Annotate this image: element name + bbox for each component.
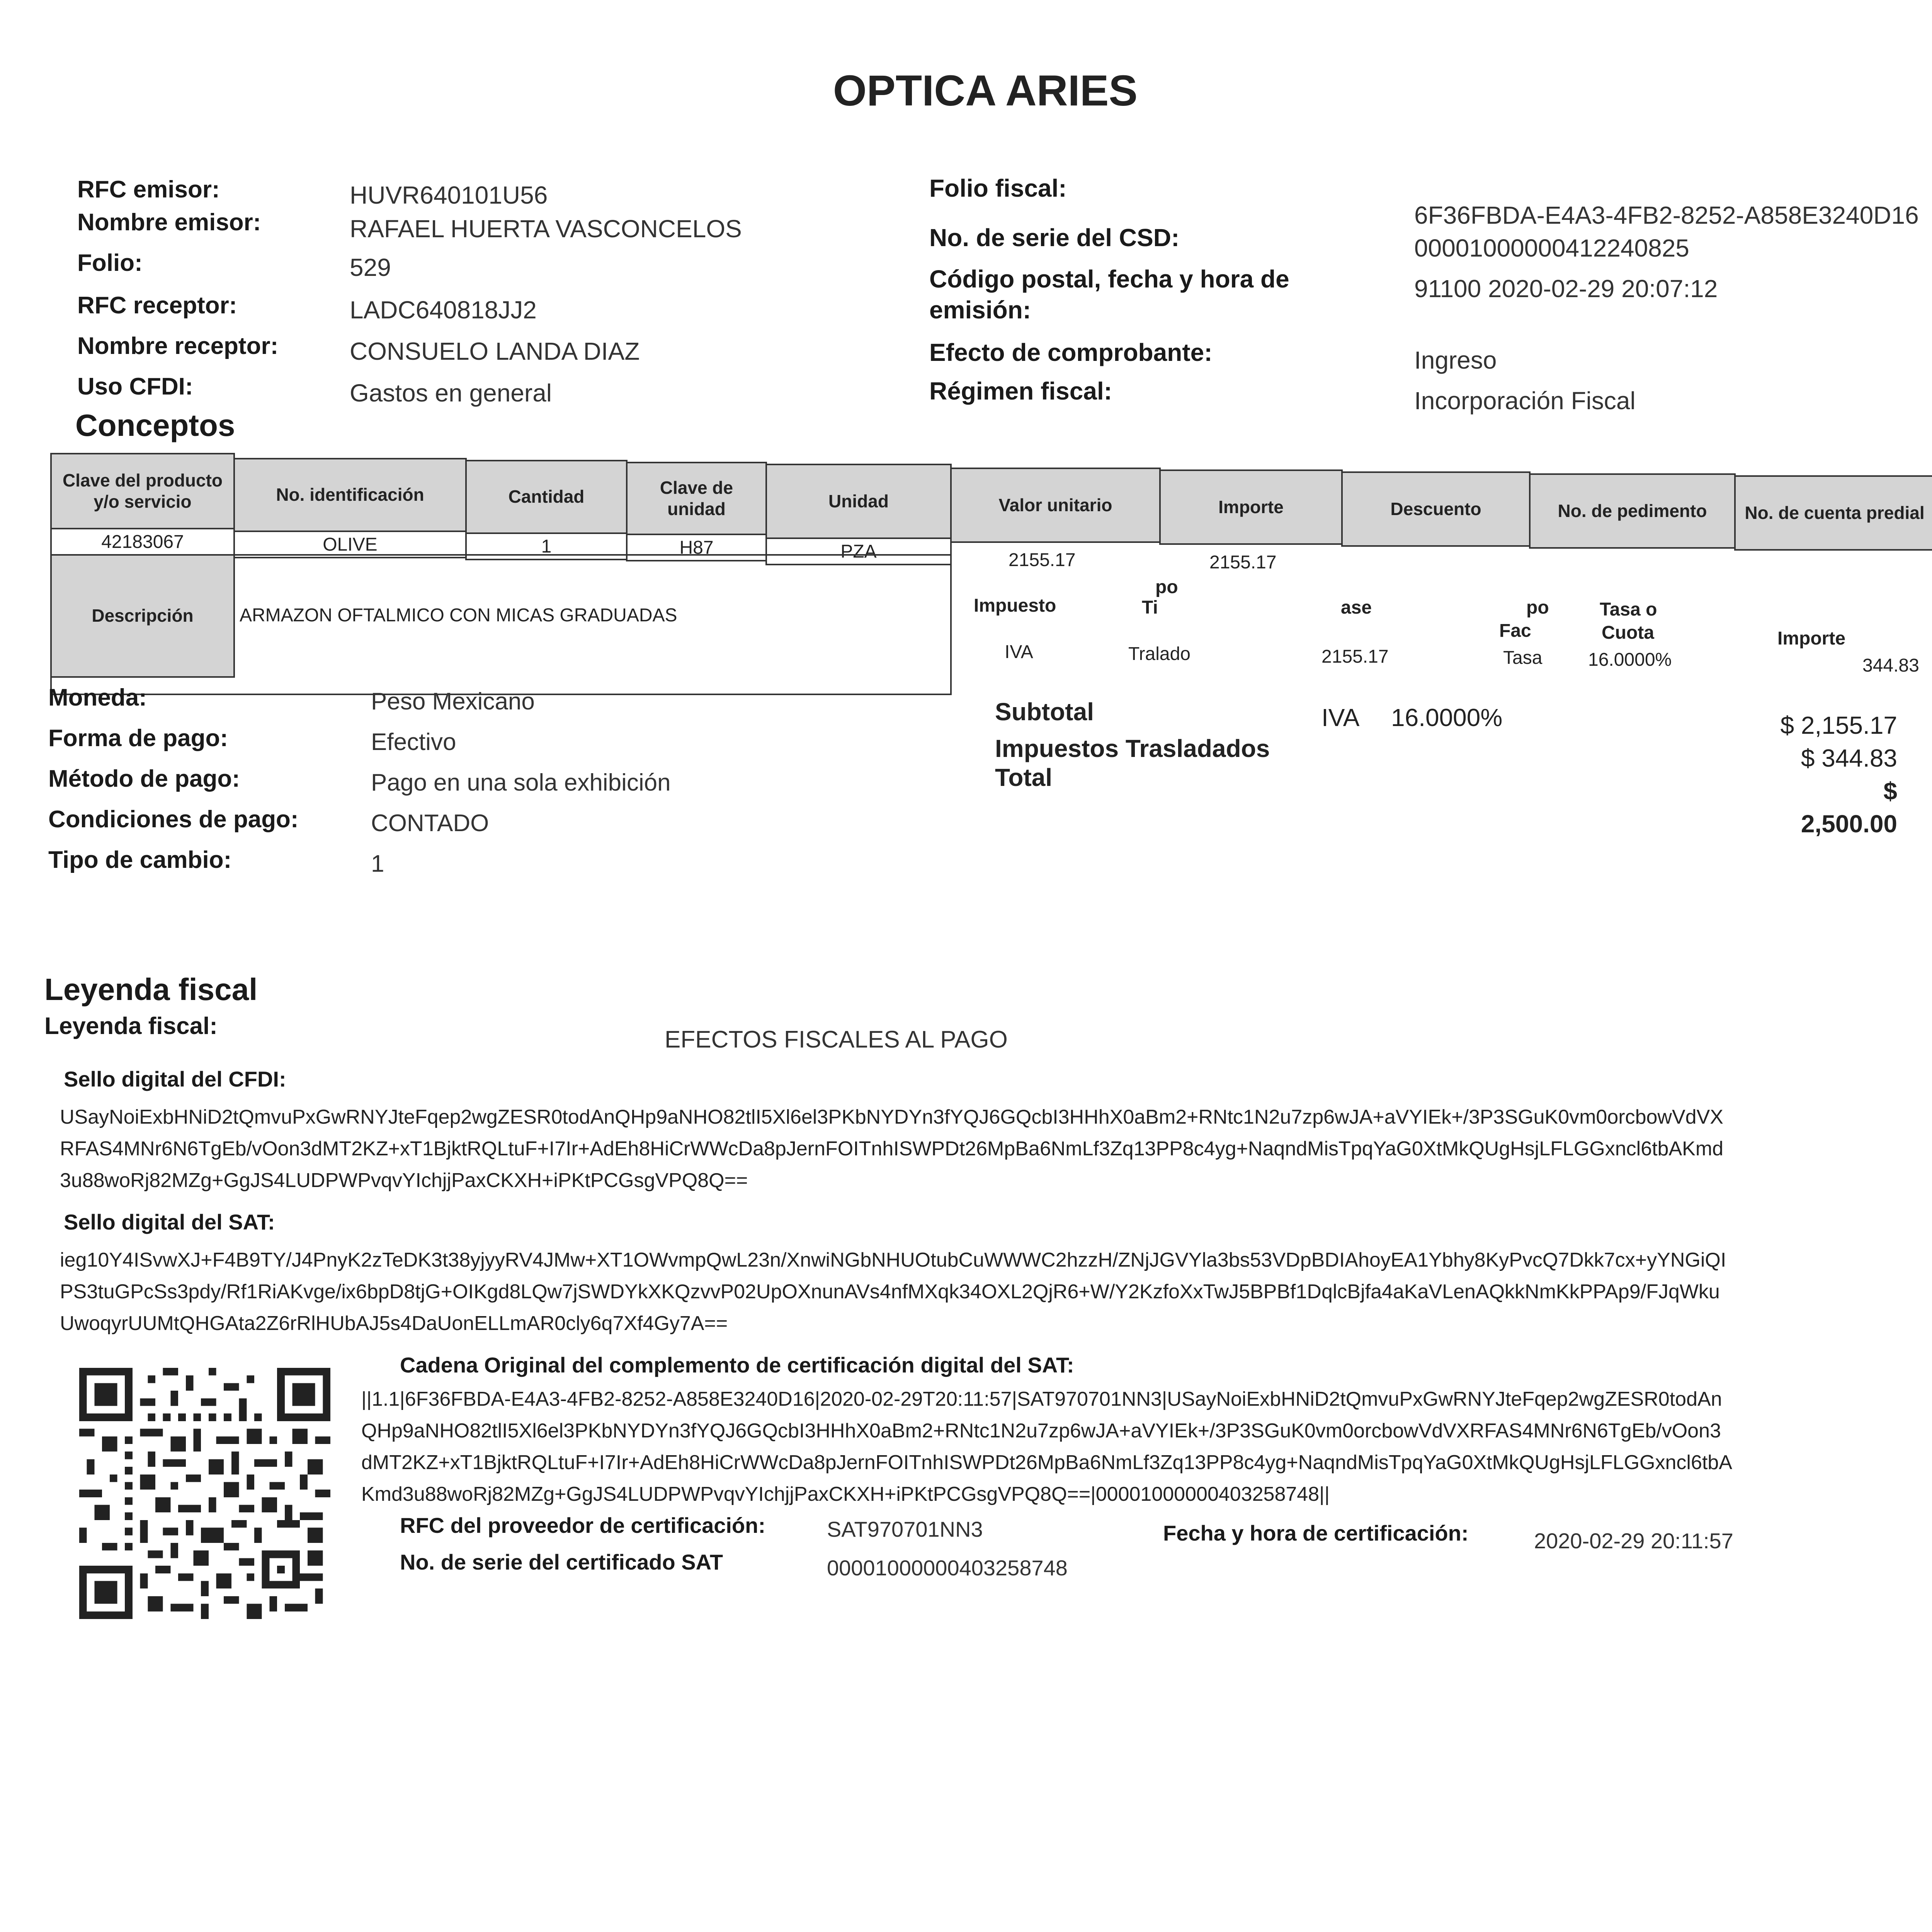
cp-fecha-value: 91100 2020-02-29 20:07:12 [1414, 275, 1718, 303]
serie-certificado-label: No. de serie del certificado SAT [400, 1550, 723, 1574]
folio-label: Folio: [77, 250, 143, 276]
fecha-certificacion-value: 2020-02-29 20:11:57 [1534, 1529, 1733, 1553]
cp-fecha-label: Código postal, fecha y hora de [929, 265, 1289, 293]
imp-tipo-label-1: po [1155, 577, 1178, 597]
uso-cfdi-value: Gastos en general [350, 379, 552, 407]
imp-base-label: ase [1341, 597, 1372, 618]
cp-fecha-label-2: emisión: [929, 296, 1031, 324]
td-cantidad: 1 [465, 532, 628, 560]
th-clave-unidad-line1: Clave de [660, 477, 733, 498]
td-importe: 2155.17 [1209, 552, 1277, 573]
imp-importe-value: 344.83 [1862, 655, 1919, 676]
serie-csd-label: No. de serie del CSD: [929, 224, 1180, 252]
rfc-receptor-label: RFC receptor: [77, 292, 237, 319]
th-no-identificacion: No. identificación [233, 458, 467, 532]
th-valor-unitario: Valor unitario [950, 468, 1161, 543]
imp-tasa-label-2: Cuota [1602, 622, 1654, 643]
forma-pago-label: Forma de pago: [48, 725, 228, 752]
nombre-emisor-label: Nombre emisor: [77, 209, 261, 236]
th-unidad: Unidad [765, 464, 952, 539]
nombre-emisor-value: RAFAEL HUERTA VASCONCELOS [350, 215, 742, 243]
leyenda-label: Leyenda fiscal: [44, 1013, 218, 1039]
td-no-identificacion: OLIVE [233, 531, 467, 558]
th-clave-unidad [626, 462, 767, 535]
imp-tasa-value: 16.0000% [1588, 650, 1672, 670]
moneda-value: Peso Mexicano [371, 688, 535, 715]
subtotal-value: $ 2,155.17 [1780, 711, 1897, 739]
serie-csd-value: 00001000000412240825 [1414, 234, 1689, 262]
imp-importe-label: Importe [1777, 628, 1846, 649]
th-clave-producto-line1: Clave del producto [62, 470, 223, 490]
moneda-label: Moneda: [48, 684, 147, 711]
sello-sat-label: Sello digital del SAT: [64, 1210, 275, 1234]
descripcion-value: ARMAZON OFTALMICO CON MICAS GRADUADAS [240, 605, 677, 626]
descripcion-label: Descripción [50, 554, 235, 678]
regimen-label: Régimen fiscal: [929, 377, 1112, 405]
leyenda-value: EFECTOS FISCALES AL PAGO [665, 1026, 1008, 1053]
nombre-receptor-value: CONSUELO LANDA DIAZ [350, 337, 640, 365]
forma-pago-value: Efectivo [371, 729, 456, 755]
impuestos-trasladados-label: Impuestos Trasladados [995, 735, 1270, 762]
total-value: 2,500.00 [1801, 810, 1897, 838]
folio-value: 529 [350, 253, 391, 281]
th-descuento: Descuento [1341, 471, 1531, 547]
sello-sat-line: PS3tuGPcSs3pdy/Rf1RiAKvge/ix6bpD8tjG+OIKgd8LQw7jSWDYkXKQzvvP02UpOXnunAVs4nfMXqk34OXL2QjR6+W/Y2KzfoXxTwJ5BPBf1DqlcBjfa4aKaVLenAQkkNmKkPPAp9/FJqWku [60, 1281, 1720, 1303]
imp-tasa-label-1: Tasa o [1600, 599, 1657, 620]
imp-impuesto-value: IVA [1005, 642, 1033, 662]
th-clave-producto [50, 453, 235, 529]
total-label: Total [995, 764, 1053, 791]
cadena-label: Cadena Original del complemento de certificación digital del SAT: [400, 1353, 1074, 1377]
sello-sat-line: UwoqyrUUMtQHGAta2Z6rRlHUbAJ5s4DaUonELLmAR0cly6q7Xf4Gy7A== [60, 1312, 728, 1335]
condiciones-pago-label: Condiciones de pago: [48, 806, 299, 833]
regimen-value: Incorporación Fiscal [1414, 387, 1636, 415]
rfc-proveedor-label: RFC del proveedor de certificación: [400, 1513, 765, 1537]
imp-tipo-label-2: Ti [1142, 597, 1158, 618]
fecha-certificacion-label: Fecha y hora de certificación: [1163, 1521, 1469, 1545]
td-clave-producto: 42183067 [50, 528, 235, 556]
imp-factor-label-2: Fac [1499, 621, 1531, 641]
th-pedimento: No. de pedimento [1529, 473, 1736, 549]
imp-factor-label-1: po [1526, 597, 1549, 618]
conceptos-title: Conceptos [75, 408, 235, 442]
th-clave-unidad-line2: unidad [667, 499, 726, 519]
uso-cfdi-label: Uso CFDI: [77, 373, 193, 400]
nombre-receptor-label: Nombre receptor: [77, 333, 279, 359]
cadena-text [361, 1383, 1932, 1510]
rfc-proveedor-value: SAT970701NN3 [827, 1517, 983, 1541]
serie-certificado-value: 00001000000403258748 [827, 1556, 1068, 1580]
td-unidad: PZA [765, 537, 952, 565]
leyenda-title: Leyenda fiscal [44, 972, 258, 1007]
cadena-line: dMT2KZ+xT1BjktRQLtuF+I7Ir+AdEh8HiCrWWcDa8pJernFOITnhISWPDt26MpBa6NmLf3Zq13PP8c4yg+NaqndMisTpqYaG0XtMkQUgHsjLFLGGxncl6tbA [361, 1451, 1732, 1474]
iva-tasa: 16.0000% [1391, 704, 1503, 731]
efecto-value: Ingreso [1414, 346, 1497, 374]
td-valor-unitario: 2155.17 [1009, 550, 1076, 570]
cadena-line: Kmd3u88woRj82MZg+GgJS4LUDPWPvqvYIchjjPaxCKXH+iPKtPCGsgVPQ8Q==|00001000000403258748|| [361, 1483, 1330, 1505]
rfc-emisor-value: HUVR640101U56 [350, 181, 548, 209]
th-cantidad: Cantidad [465, 460, 628, 534]
sello-sat-line: ieg10Y4ISvwXJ+F4B9TY/J4PnyK2zTeDK3t38yjyyRV4JMw+XT1OWvmpQwL23n/XnwiNGbNHUOtubCuWWWC2hzzH/ZNjJGVYla3bs53VDpBDIAhoyEA1Ybhy8KyPvcQ7Dkk7cx+yYNGiQI [60, 1249, 1726, 1271]
sello-cfdi-line: RFAS4MNr6N6TgEb/vOon3dMT2KZ+xT1BjktRQLtuF+I7Ir+AdEh8HiCrWWcDa8pJernFOITnhISWPDt26MpBa6NmLf3Zq13PP8c4yg+NaqndMisTpqYaG0XtMkQUgHsjLFLGGxncl6tbAKmd [60, 1138, 1724, 1160]
tipo-cambio-value: 1 [371, 850, 384, 877]
total-symbol: $ [1883, 777, 1897, 805]
metodo-pago-label: Método de pago: [48, 765, 240, 792]
th-clave-producto-line2: y/o servicio [94, 492, 192, 512]
imp-impuesto-label: Impuesto [974, 595, 1056, 616]
sello-cfdi-line: 3u88woRj82MZg+GgJS4LUDPWPvqvYIchjjPaxCKXH+iPKtPCGsgVPQ8Q== [60, 1169, 748, 1192]
rfc-receptor-value: LADC640818JJ2 [350, 296, 537, 324]
document-title: OPTICA ARIES [833, 66, 1138, 115]
td-clave-unidad: H87 [626, 534, 767, 561]
imp-base-value: 2155.17 [1321, 646, 1389, 667]
qr-code [79, 1368, 330, 1619]
rfc-emisor-label: RFC emisor: [77, 176, 220, 203]
tipo-cambio-label: Tipo de cambio: [48, 847, 232, 873]
cadena-line: ||1.1|6F36FBDA-E4A3-4FB2-8252-A858E3240D16|2020-02-29T20:11:57|SAT970701NN3|USayNoiExbHNiD2tQmvuPxGwRNYJteFqep2wgZESR0todAn [361, 1388, 1722, 1410]
sello-cfdi-label: Sello digital del CFDI: [64, 1067, 286, 1091]
sello-sat-text [60, 1244, 1932, 1339]
sello-cfdi-text [60, 1101, 1932, 1196]
condiciones-pago-value: CONTADO [371, 810, 489, 837]
iva-label: IVA [1321, 704, 1360, 731]
cadena-line: QHp9aNHO82tlI5Xl6el3PKbNYDYn3fYQJ6GQcbI3HHhX0aBm2+RNtc1N2u7zp6wJA+aVYIEk+/3P3SGuK0vm0orcbowVdVXRFAS4MNr6N6TgEb/vOon3 [361, 1420, 1721, 1442]
imp-tipo-value: Tralado [1128, 644, 1190, 664]
metodo-pago-value: Pago en una sola exhibición [371, 769, 671, 796]
subtotal-label: Subtotal [995, 698, 1094, 726]
impuestos-value: $ 344.83 [1801, 744, 1897, 772]
efecto-label: Efecto de comprobante: [929, 338, 1213, 366]
th-cuenta-predial: No. de cuenta predial [1734, 475, 1932, 551]
folio-fiscal-label: Folio fiscal: [929, 174, 1067, 202]
folio-fiscal-value: 6F36FBDA-E4A3-4FB2-8252-A858E3240D16 [1414, 201, 1919, 229]
sello-cfdi-line: USayNoiExbHNiD2tQmvuPxGwRNYJteFqep2wgZESR0todAnQHp9aNHO82tlI5Xl6el3PKbNYDYn3fYQJ6GQcbI3HHhX0aBm2+RNtc1N2u7zp6wJA+aVYIEk+/3P3SGuK0vm0orcbowVdVX [60, 1106, 1723, 1128]
th-importe: Importe [1159, 469, 1343, 545]
imp-factor-value: Tasa [1503, 648, 1543, 668]
